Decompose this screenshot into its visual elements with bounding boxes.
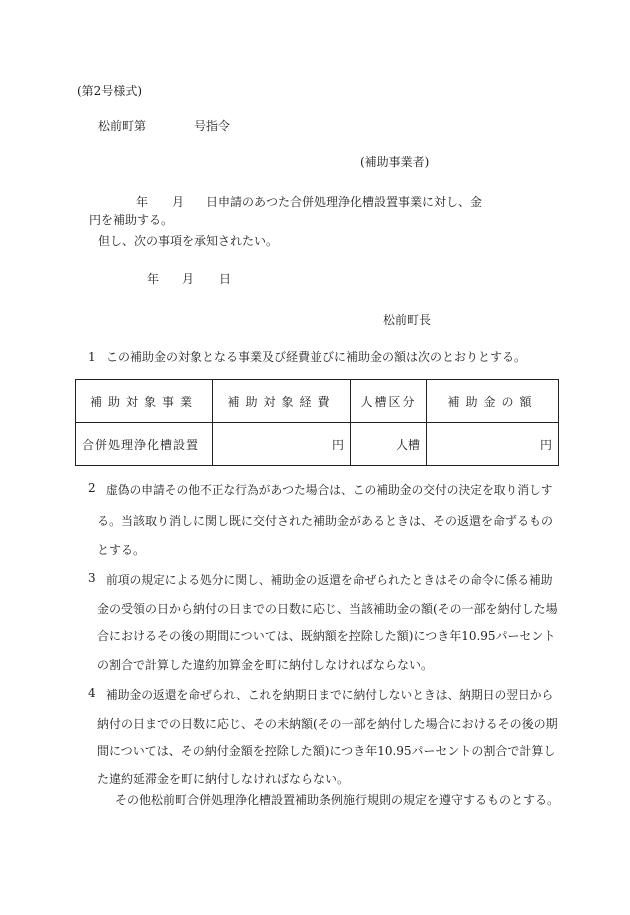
clause2-line: る。当該取り消しに関し既に交付された補助金があるときは、その返還を命ずるもの [97, 514, 554, 528]
designation-prefix: 松前町第 [98, 119, 147, 133]
grant-table [75, 379, 559, 466]
intro-line3: 但し、次の事項を承知されたい。 [98, 234, 279, 248]
clause4-line: 納付の日までの日数に応じ、その未納額(その一部を納付した場合におけるその後の期 [97, 717, 558, 731]
recipient-label: (補助事業者) [360, 155, 430, 169]
table-header-row [76, 380, 559, 423]
clause4-line: 間については、その納付金額を控除した額)につき年10.95パーセントの割合で計算し [97, 744, 556, 758]
clause3-line: の割合で計算した違約加算金を町に納付しなければならない。 [97, 658, 434, 672]
cell-cost-unit: 円 [213, 423, 351, 466]
intro-line1: 日申請のあつた合併処理浄化槽設置事業に対し、金 [206, 195, 483, 209]
issue-day: 日 [219, 272, 232, 286]
clause1-text: この補助金の対象となる事業及び経費並びに補助金の額は次のとおりとする。 [106, 350, 527, 364]
header-project: 補助対象事業 [76, 380, 213, 423]
issuer-name: 松前町長 [383, 313, 432, 327]
intro-month: 月 [172, 195, 185, 209]
intro-line2: 円を補助する。 [89, 213, 174, 227]
cell-project: 合併処理浄化槽設置 [76, 423, 213, 466]
header-cost: 補助対象経費 [213, 380, 351, 423]
issue-month: 月 [182, 272, 195, 286]
clause2-line: とする。 [97, 543, 146, 557]
clause4-line: 補助金の返還を命ぜられ、これを納期日までに納付しないときは、納期日の翌日から [106, 688, 554, 702]
header-amount: 補助金の額 [427, 380, 559, 423]
clause2-line: 虚偽の申請その他不正な行為があつた場合は、この補助金の交付の決定を取り消しす [106, 483, 553, 497]
intro-year: 年 [136, 195, 149, 209]
clause3-line: 金の受領の日から納付の日までの日数に応じ、当該補助金の額(その一部を納付した場 [97, 602, 558, 616]
cell-amount-unit: 円 [427, 423, 559, 466]
header-tank-class: 人槽区分 [351, 380, 427, 423]
closing-statement: その他松前町合併処理浄化槽設置補助条例施行規則の規定を遵守するものとする。 [115, 793, 560, 807]
cell-tank-unit: 人槽 [351, 423, 427, 466]
clause4-line: た違約延滞金を町に納付しなければならない。 [97, 772, 350, 786]
clause1-number: 1 [88, 350, 96, 364]
clause3-line: 合におけるその後の期間については、既納額を控除した額)につき年10.95パーセント [97, 629, 556, 643]
clause4-number: 4 [88, 686, 96, 700]
table-row [76, 423, 559, 466]
form-number: (第2号様式) [77, 84, 142, 98]
clause2-number: 2 [88, 481, 96, 495]
issue-year: 年 [147, 272, 160, 286]
clause3-number: 3 [88, 571, 96, 585]
clause3-line: 前項の規定による処分に関し、補助金の返還を命ぜられたときはその命令に係る補助 [106, 573, 553, 587]
designation-suffix: 号指令 [194, 119, 231, 133]
